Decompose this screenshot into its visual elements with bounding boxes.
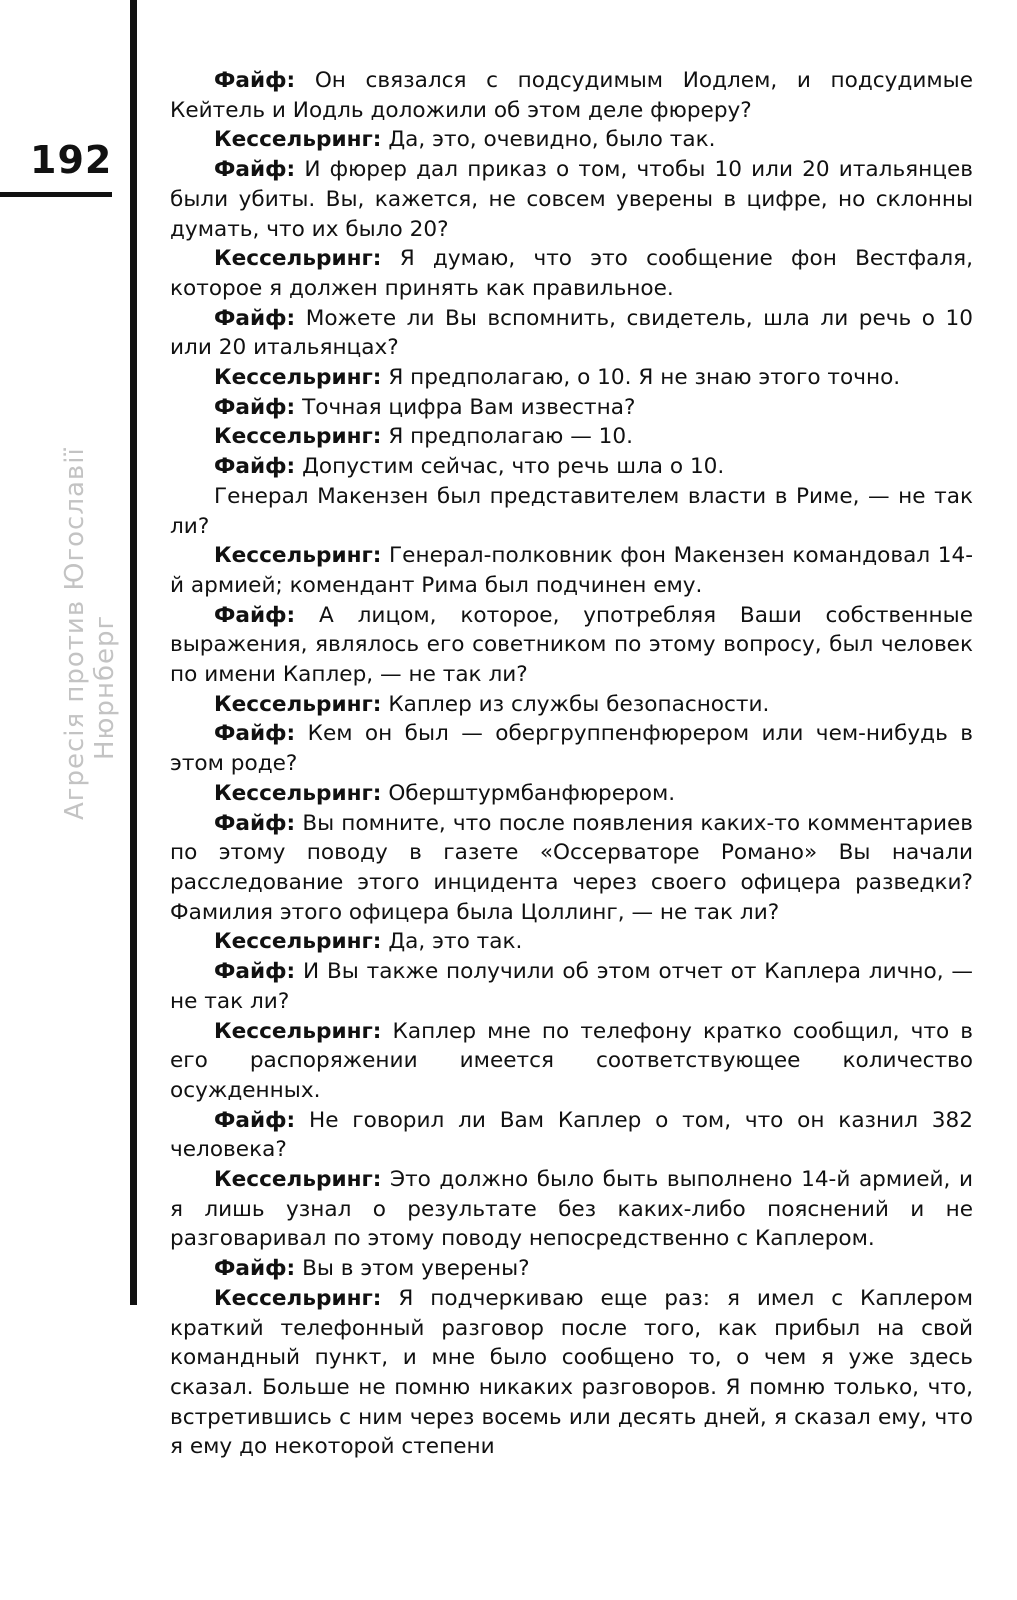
transcript-paragraph [170, 155, 973, 244]
speaker-label: Кессельринг: [214, 246, 382, 272]
transcript-paragraph [170, 1284, 973, 1462]
page-number: 192 [30, 138, 113, 182]
utterance-text: Не говорил ли Вам Каплер о том, что он казнил 382 человека? [170, 1107, 973, 1163]
utterance-text: Вы помните, что после появления каких-то комментариев по этому поводу в газете «Оссерваторе Романо» Вы начали расследование этого инцидента через своего офицера разведки? Фамилия этого офицера была Цоллинг, — не так ли? [170, 810, 973, 925]
utterance-text: Можете ли Вы вспомнить, свидетель, шла ли речь о 10 или 20 итальянцах? [170, 305, 973, 361]
transcript-paragraph [170, 244, 973, 303]
transcript-paragraph [170, 927, 973, 957]
transcript-paragraph [170, 601, 973, 690]
transcript-paragraph [170, 1017, 973, 1106]
transcript-paragraph [170, 541, 973, 600]
utterance-text: Оберштурмбанфюрером. [388, 780, 676, 806]
speaker-label: Файф: [214, 394, 296, 420]
speaker-label: Файф: [214, 157, 296, 183]
speaker-label: Файф: [214, 602, 296, 628]
transcript-paragraph [170, 304, 973, 363]
speaker-label: Файф: [214, 721, 296, 747]
speaker-label: Файф: [214, 305, 296, 331]
speaker-label: Файф: [214, 810, 296, 836]
utterance-text: Кем он был — обергруппенфюрером или чем-нибудь в этом роде? [170, 721, 973, 777]
speaker-label: Кессельринг: [214, 543, 382, 569]
speaker-label: Кессельринг: [214, 365, 382, 391]
speaker-label: Файф: [214, 1107, 296, 1133]
utterance-text: Генерал-полковник фон Макензен командовал 14-й армией; комендант Рима был подчинен ему. [170, 543, 973, 598]
speaker-label: Файф: [214, 454, 296, 480]
transcript-paragraph [170, 422, 973, 452]
side-note-watermark [56, 200, 120, 820]
utterance-text: Я думаю, что это сообщение фон Вестфаля, которое я должен принять как правильное. [170, 246, 973, 301]
utterance-text: А лицом, которое, употребляя Ваши собственные выражения, являлось его советником по этому вопросу, был человек по имени Каплер, — не так ли? [170, 602, 973, 688]
speaker-label: Кессельринг: [214, 127, 382, 153]
utterance-text: Да, это так. [388, 929, 523, 955]
utterance-text: Это должно было быть выполнено 14-й армией, и я лишь узнал о результате без каких-либо пояснений и не разговаривал по этому поводу непосредственно с Каплером. [170, 1167, 973, 1252]
side-note-line-1: Агресія против Югославії [60, 447, 90, 820]
utterance-text: И Вы также получили об этом отчет от Каплера лично, — не так ли? [170, 959, 973, 1014]
transcript-body [170, 66, 973, 1462]
speaker-label: Кессельринг: [214, 424, 382, 450]
speaker-label: Кессельринг: [214, 1018, 382, 1044]
speaker-label: Кессельринг: [214, 691, 382, 717]
utterance-text: Я подчеркиваю еще раз: я имел с Каплером краткий телефонный разговор после того, как прибыл на свой командный пункт, и мне было сообщено то, о чем я уже здесь сказал. Больше не помню никаких разговоров. Я помню только, что, встретившись с ним через восемь или десять дней, я сказал ему, что я ему до некоторой степени [170, 1285, 973, 1460]
utterance-text: Точная цифра Вам известна? [302, 394, 636, 420]
transcript-paragraph [170, 1165, 973, 1254]
speaker-label: Файф: [214, 1256, 296, 1282]
transcript-paragraph [170, 719, 973, 778]
speaker-label: Кессельринг: [214, 1285, 382, 1311]
speaker-label: Кессельринг: [214, 929, 382, 955]
utterance-text: Вы в этом уверены? [302, 1256, 530, 1282]
utterance-text: Допустим сейчас, что речь шла о 10. [302, 454, 725, 480]
transcript-paragraph [170, 779, 973, 809]
margin-rule [130, 0, 137, 1305]
utterance-text: Я предполагаю — 10. [388, 424, 634, 450]
speaker-label: Кессельринг: [214, 1167, 382, 1193]
utterance-text: Каплер из службы безопасности. [388, 691, 770, 717]
page-number-rule [0, 192, 112, 197]
speaker-label: Кессельринг: [214, 780, 382, 806]
transcript-paragraph [170, 452, 973, 482]
transcript-paragraph [170, 1106, 973, 1165]
transcript-paragraph [170, 66, 973, 125]
transcript-paragraph [170, 690, 973, 720]
utterance-text: Я предполагаю, о 10. Я не знаю этого точно. [388, 365, 901, 391]
utterance-text: И фюрер дал приказ о том, чтобы 10 или 20 итальянцев были убиты. Вы, кажется, не совсем уверены в цифре, но склонны думать, что их было 20? [170, 157, 973, 242]
utterance-text: Каплер мне по телефону кратко сообщил, что в его распоряжении имеется соответствующее количество осужденных. [170, 1018, 973, 1103]
transcript-paragraph [170, 393, 973, 423]
transcript-paragraph [170, 809, 973, 928]
transcript-paragraph [170, 1254, 973, 1284]
transcript-paragraph [170, 957, 973, 1016]
utterance-text: Генерал Макензен был представителем власти в Риме, — не так ли? [170, 483, 973, 539]
transcript-paragraph [170, 482, 973, 541]
transcript-paragraph [170, 363, 973, 393]
speaker-label: Файф: [214, 68, 296, 93]
transcript-paragraph [170, 125, 973, 155]
speaker-label: Файф: [214, 959, 296, 985]
utterance-text: Да, это, очевидно, было так. [388, 127, 716, 153]
side-note-line-2: Нюрнберг [90, 614, 120, 760]
utterance-text: Он связался с подсудимым Иодлем, и подсудимые Кейтель и Иодль доложили об этом деле фюреру? [170, 68, 973, 123]
